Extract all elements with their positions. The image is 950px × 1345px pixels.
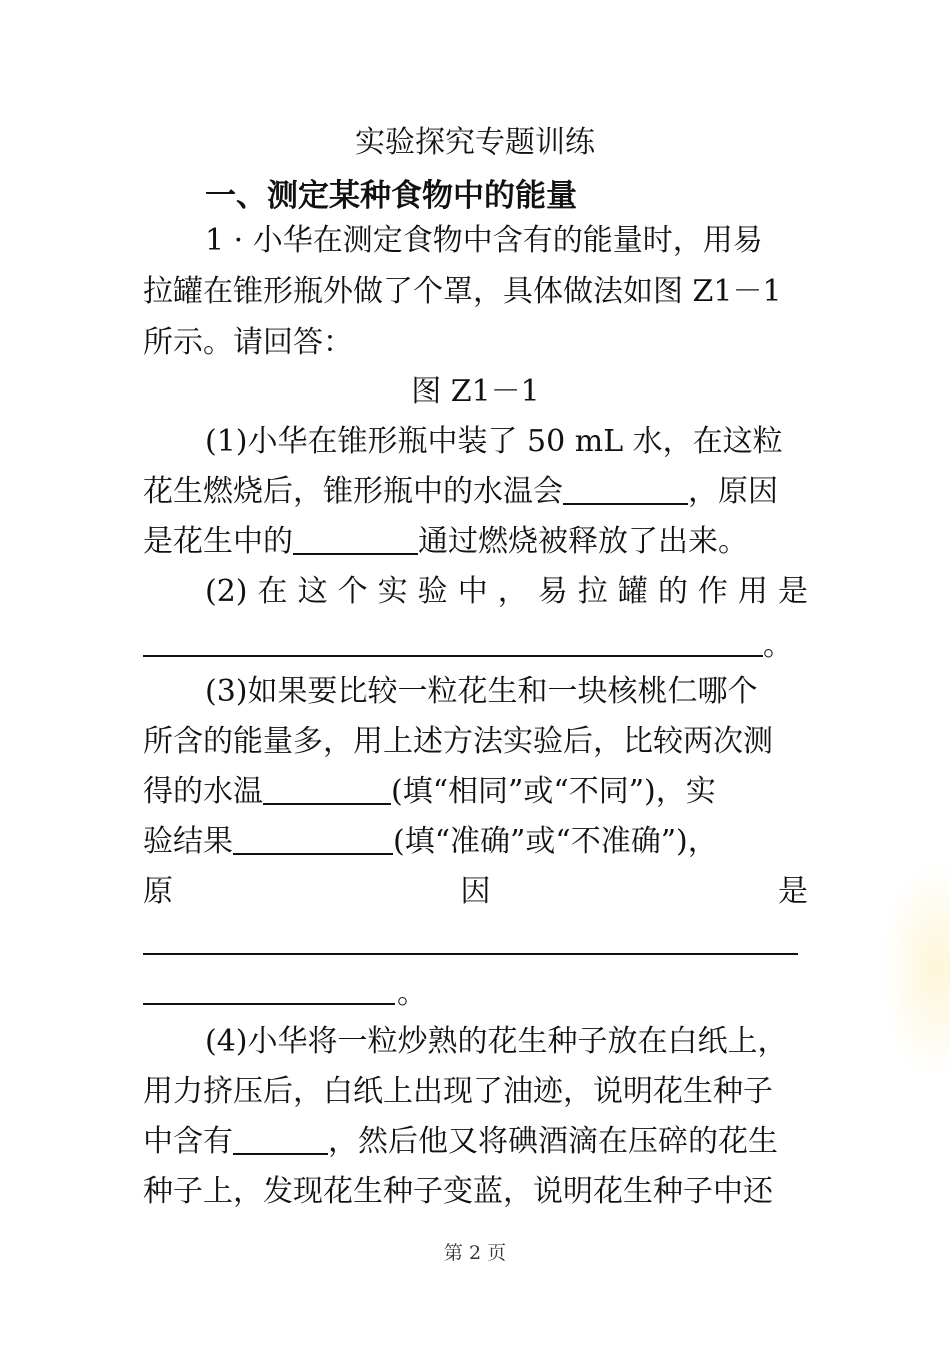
part3-text-c: 验结果 bbox=[143, 824, 233, 859]
part2-char: 实 bbox=[377, 574, 408, 609]
answer-blank-7[interactable] bbox=[143, 1003, 395, 1005]
part2-period: 。 bbox=[763, 628, 793, 663]
part1-line-1: (1)小华在锥形瓶中装了 50 mL 水，在这粒 bbox=[205, 424, 783, 459]
part4-line-4: 种子上，发现花生种子变蓝，说明花生种子中还 bbox=[143, 1174, 773, 1209]
part3-text-d: (填“准确”或“不准确”)， bbox=[393, 824, 718, 859]
part2-char: 易 bbox=[537, 574, 568, 609]
part2-char: 用 bbox=[737, 574, 768, 609]
part2-char: 作 bbox=[697, 574, 728, 609]
part2-char: 拉 bbox=[577, 574, 608, 609]
part1-text-b: ，原因 bbox=[688, 474, 778, 509]
paper-stain bbox=[880, 860, 950, 1080]
part2-line-1 bbox=[143, 568, 808, 616]
part3-char: 因 bbox=[460, 874, 491, 909]
part3-text-a: 得的水温 bbox=[143, 774, 263, 809]
part2-char: 这 bbox=[297, 574, 328, 609]
part3-period: 。 bbox=[397, 976, 427, 1011]
part3-char: 原 bbox=[143, 874, 173, 909]
answer-blank-3[interactable] bbox=[143, 655, 763, 657]
part3-line-2: 所含的能量多，用上述方法实验后，比较两次测 bbox=[143, 724, 773, 759]
part4-text-b: ，然后他又将碘酒滴在压碎的花生 bbox=[328, 1124, 778, 1159]
question-stem-line-2: 拉罐在锥形瓶外做了个罩，具体做法如图 Z1－1 bbox=[143, 274, 782, 309]
answer-blank-4[interactable] bbox=[263, 773, 391, 805]
part2-char: 中 bbox=[457, 574, 488, 609]
part1-line-3 bbox=[143, 518, 808, 566]
part3-line-4 bbox=[143, 818, 808, 866]
page-number: 第 2 页 bbox=[443, 1242, 507, 1264]
part1-line-2 bbox=[143, 468, 808, 516]
question-stem-line-1: 1 · 小华在测定食物中含有的能量时，用易 bbox=[205, 223, 763, 258]
part2-char: ， bbox=[497, 574, 528, 609]
part2-char: 的 bbox=[657, 574, 688, 609]
part4-text-a: 中含有 bbox=[143, 1124, 233, 1159]
part1-text-a: 花生燃烧后，锥形瓶中的水温会 bbox=[143, 474, 563, 509]
part3-text-b: (填“相同”或“不同”)，实 bbox=[391, 774, 716, 809]
part3-line-1: (3)如果要比较一粒花生和一块核桃仁哪个 bbox=[205, 674, 758, 709]
part2-char: (2) bbox=[205, 574, 248, 609]
part1-text-d: 通过燃烧被释放了出来。 bbox=[418, 524, 748, 559]
part2-char: 个 bbox=[337, 574, 368, 609]
part4-line-3 bbox=[143, 1118, 808, 1166]
part1-text-c: 是花生中的 bbox=[143, 524, 293, 559]
page-title: 实验探究专题训练 bbox=[355, 125, 595, 160]
part3-line-5 bbox=[143, 868, 808, 916]
part2-char: 在 bbox=[257, 574, 288, 609]
part2-char: 验 bbox=[417, 574, 448, 609]
figure-label: 图 Z1－1 bbox=[411, 374, 540, 409]
question-stem-line-3: 所示。请回答： bbox=[143, 325, 353, 360]
answer-blank-8[interactable] bbox=[233, 1123, 328, 1155]
part3-char: 是 bbox=[778, 874, 808, 909]
section-heading: 一、测定某种食物中的能量 bbox=[205, 178, 577, 214]
answer-blank-5[interactable] bbox=[233, 823, 393, 855]
part3-line-3 bbox=[143, 768, 808, 816]
answer-blank-1[interactable] bbox=[563, 473, 688, 505]
part4-line-1: (4)小华将一粒炒熟的花生种子放在白纸上， bbox=[205, 1024, 788, 1059]
answer-blank-2[interactable] bbox=[293, 523, 418, 555]
part4-line-2: 用力挤压后，白纸上出现了油迹，说明花生种子 bbox=[143, 1074, 773, 1109]
part2-char: 是 bbox=[777, 574, 808, 609]
part2-char: 罐 bbox=[617, 574, 648, 609]
answer-blank-6[interactable] bbox=[143, 953, 798, 955]
